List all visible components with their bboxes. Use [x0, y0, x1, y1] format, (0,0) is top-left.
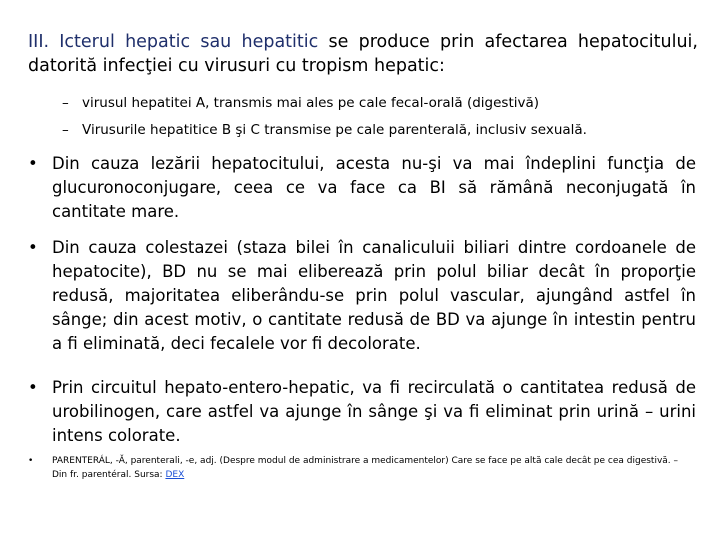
footnote-definition: PARENTERÁL, -Ă, parenterali, -e, adj. (Despre modul de administrare a medicamentelor) Care se face pe altă cale decât pe cea digestivă. – Din fr. parentéral. Sursa:	[52, 456, 679, 480]
subpoint-text: Virusurile hepatitice B şi C transmise pe cale parenterală, inclusiv sexuală.	[82, 122, 587, 138]
bullet-glucuronoconjugation	[28, 152, 696, 224]
footnote	[28, 454, 696, 482]
subpoint-hepatitis-b-c	[62, 121, 702, 139]
subpoint-text: virusul hepatitei A, transmis mai ales pe cale fecal-orală (digestivă)	[82, 95, 540, 111]
dex-source-link[interactable]: DEX	[165, 470, 185, 480]
dash-marker: –	[62, 95, 69, 111]
bullet-text: Din cauza colestazei (staza bilei în canaliculuii biliari dintre cordoanele de hepatocite), BD nu se mai eliberează prin polul biliar decât în proporţie redusă, majoritatea eliberându-se prin polul vascular, ajungând astfel în sânge; din acest motiv, o cantitate redusă de BD va ajunge în intestin pentru a fi eliminată, deci fecalele vor fi decolorate.	[52, 238, 696, 353]
heading-rest: se produce prin afectarea hepatocitului, datorită infecţiei cu virusuri cu tropism hepatic:	[28, 32, 698, 76]
footnote-marker: •	[28, 456, 34, 466]
dash-marker: –	[62, 122, 69, 138]
footnote-text-block	[52, 454, 696, 482]
bullet-text: Din cauza lezării hepatocitului, acesta nu-şi va mai îndeplini funcţia de glucuronoconjugare, ceea ce va face ca BI să rămână neconjugată în cantitate mare.	[52, 154, 696, 221]
subpoint-hepatitis-a	[62, 94, 702, 112]
heading	[28, 30, 698, 78]
bullet-marker: •	[28, 238, 38, 257]
bullet-text: Prin circuitul hepato-entero-hepatic, va fi recirculată o cantitatea redusă de urobilinogen, care astfel va ajunge în sânge şi va fi eliminat prin urină – urini intens colorate.	[52, 378, 696, 445]
bullet-enterohepatic-circuit	[28, 376, 696, 448]
heading-highlight: III. Icterul hepatic sau hepatitic	[28, 32, 319, 52]
bullet-cholestasis	[28, 236, 696, 356]
bullet-marker: •	[28, 378, 38, 397]
bullet-marker: •	[28, 154, 38, 173]
